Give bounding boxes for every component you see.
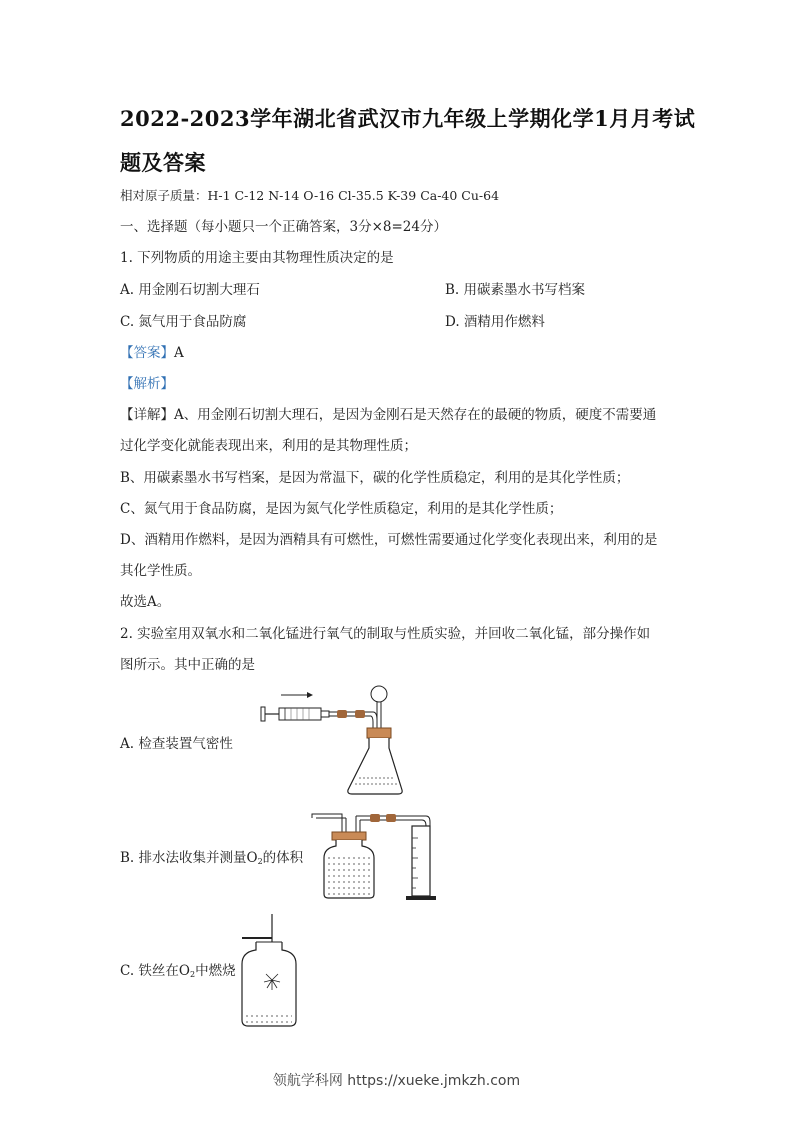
figure-iron-wire-burning <box>236 912 306 1032</box>
q1-stem: 1. 下列物质的用途主要由其物理性质决定的是 <box>120 250 394 266</box>
q2-stem-line1: 2. 实验室用双氧水和二氧化锰进行氧气的制取与性质实验，并回收二氧化锰，部分操作如 <box>120 626 651 642</box>
q2-option-c: C. 铁丝在$O_2$中燃烧 <box>120 963 236 979</box>
detail-tag: 【详解】 <box>120 407 174 423</box>
detail-line-1: 【详解】A、用金刚石切割大理石，是因为金刚石是天然存在的最硬的物质，硬度不需要通 <box>120 407 657 423</box>
figure-airtightness-check <box>255 680 405 800</box>
figure-water-displacement <box>310 808 445 903</box>
footer-watermark: 领航学科网 https://xueke.jmkzh.com <box>272 1073 521 1089</box>
q1-option-c: C. 氮气用于食品防腐 <box>120 314 247 330</box>
detail-line-5: D、酒精用作燃料，是因为酒精具有可燃性，可燃性需要通过化学变化表现出来，利用的是 <box>120 532 658 548</box>
answer-value: A <box>174 345 184 361</box>
q2-option-a: A. 检查装置气密性 <box>120 736 233 752</box>
document-title-line1: 2022-2023学年湖北省武汉市九年级上学期化学1月月考试 <box>120 106 696 131</box>
q1-option-d: D. 酒精用作燃料 <box>445 314 545 330</box>
q1-answer <box>120 343 184 363</box>
detail-line-2: 过化学变化就能表现出来，利用的是其物理性质； <box>120 438 417 454</box>
document-title-line2: 题及答案 <box>120 150 206 175</box>
atomic-masses: 相对原子质量：H-1 C-12 N-14 O-16 Cl-35.5 K-39 Ca-40 Cu-64 <box>120 188 500 203</box>
detail-line-3: B、用碳素墨水书写档案，是因为常温下，碳的化学性质稳定，利用的是其化学性质； <box>120 470 630 486</box>
q2-option-b: B. 排水法收集并测量$O_2$的体积 <box>120 850 304 866</box>
q1-option-a: A. 用金刚石切割大理石 <box>120 282 260 298</box>
detail-line-6: 其化学性质。 <box>120 563 201 579</box>
detail-line-4: C、氮气用于食品防腐，是因为氮气化学性质稳定，利用的是其化学性质； <box>120 501 563 517</box>
answer-tag: 【答案】 <box>120 345 174 361</box>
section-heading: 一、选择题（每小题只一个正确答案，3分×8=24分） <box>120 219 447 235</box>
q1-option-b: B. 用碳素墨水书写档案 <box>445 282 586 298</box>
detail-line-7: 故选A。 <box>120 594 171 610</box>
q2-stem-line2: 图所示。其中正确的是 <box>120 657 255 673</box>
analysis-tag: 【解析】 <box>120 376 174 392</box>
